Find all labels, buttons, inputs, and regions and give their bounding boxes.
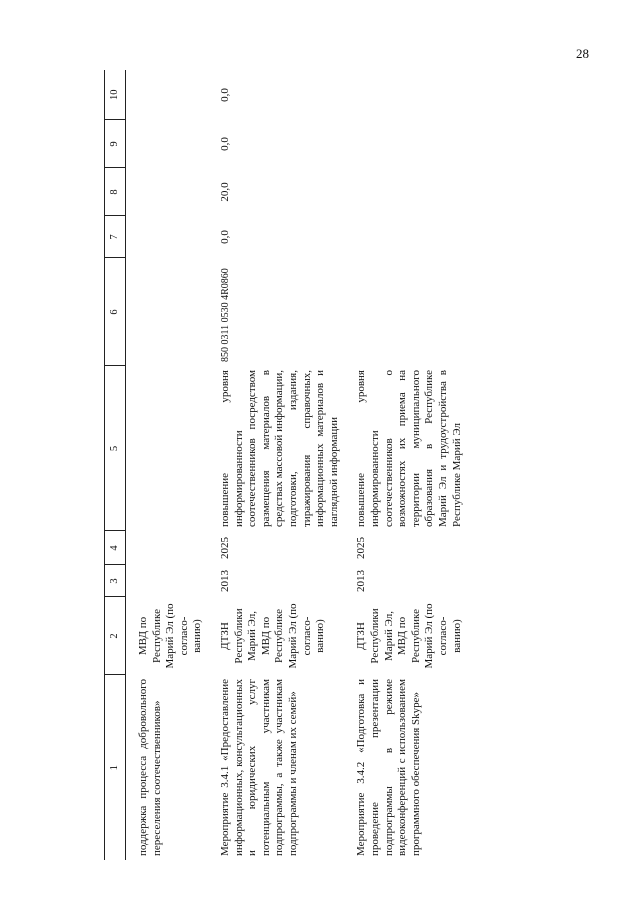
program-measures-table [104,70,466,860]
cell-measure-name: Мероприятие 3.4.1 «Предоставление информационных, консультационных и юридических услуг потенциальным участникам подпрограммы, а также участникам подпрограммы и членам их семей» [219,679,300,856]
cell-value-10 [353,70,466,120]
cell-start-year: 2013 [219,570,232,592]
cell-value-10 [135,70,207,120]
cell-budget-code: 850 0311 0530 4R0860 [220,268,232,362]
cell-value-7 [353,216,466,258]
header-col-6: 6 [105,258,126,366]
cell-executor: ДТЗН Республики Марий Эл, МВД по Республике Марий Эл (по согласо-ванию) [219,603,327,669]
cell-budget-code [353,258,466,366]
header-col-5: 5 [105,366,126,531]
header-col-1: 1 [105,675,126,860]
cell-start-year [135,565,207,597]
cell-end-year: 2025 [355,537,368,559]
cell-end-year [135,531,207,565]
cell-value-9 [135,120,207,168]
cell-executor: МВД по Республике Марий Эл (по согласо-ванию) [137,603,204,669]
table-row [353,70,466,860]
cell-budget-code [135,258,207,366]
header-col-3: 3 [105,565,126,597]
cell-value-10: 0,0 [219,88,232,102]
cell-expected-result: повышение уровня информированности соотечественников посредством размещения материалов в средствах массовой информации, подготовки, издания, тиражирования справочных, информационных материалов и наглядной информации [219,370,340,527]
header-col-9: 9 [105,120,126,168]
header-col-8: 8 [105,168,126,216]
header-col-10: 10 [105,70,126,120]
table-header-row [105,70,126,860]
header-col-2: 2 [105,597,126,675]
rotated-table-container [104,70,639,860]
cell-value-9 [353,120,466,168]
cell-measure-name: поддержка процесса добровольного переселения соотечественников» [137,679,163,856]
header-col-4: 4 [105,531,126,565]
page-number: 28 [576,46,589,61]
table-row [135,70,207,860]
cell-value-7 [135,216,207,258]
header-col-7: 7 [105,216,126,258]
cell-end-year: 2025 [219,537,232,559]
cell-executor: ДТЗН Республики Марий Эл, МВД по Республике Марий Эл (по согласо-ванию) [355,603,463,669]
cell-start-year: 2013 [355,570,368,592]
cell-value-9: 0,0 [219,137,232,151]
cell-value-8: 20,0 [219,182,232,202]
cell-expected-result [135,366,207,531]
cell-value-8 [135,168,207,216]
cell-value-8 [353,168,466,216]
table-row [217,70,343,860]
cell-measure-name: Мероприятие 3.4.2 «Подготовка и проведение презентации подпрограммы в режиме видеоконференций с использованием программного обеспечения Skype» [355,679,422,856]
cell-expected-result: повышение уровня информированности соотечественников о возможностях их приема на территории муниципального образования в Республике Марий Эл и трудоустройства в Республике Марий Эл [355,370,463,527]
cell-value-7: 0,0 [219,230,232,244]
